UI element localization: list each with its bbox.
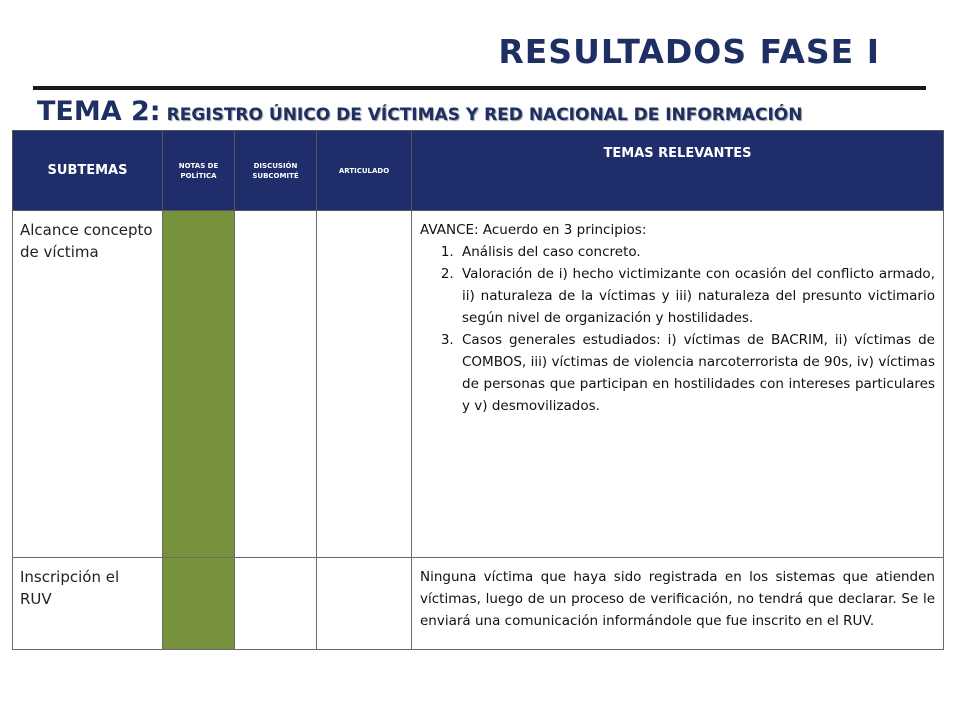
list-item: 1. Análisis del caso concreto. (458, 241, 935, 263)
results-table (12, 130, 944, 650)
list-item: 3. Casos generales estudiados: i) víctimas de BACRIM, ii) víctimas de COMBOS, iii) víctimas de violencia narcoterrorista de 90s, iv) víctimas de personas que participan en hostilidades con intereses particulares y v) desmovilizados. (458, 329, 935, 417)
notas-status-cell (163, 558, 235, 650)
topic-title: REGISTRO ÚNICO DE VÍCTIMAS Y RED NACIONAL DE INFORMACIÓN (166, 105, 803, 125)
principles-list (420, 241, 935, 417)
table-header-row (13, 131, 944, 211)
notas-status-cell (163, 211, 235, 558)
subtema-cell: Inscripción el RUV (13, 558, 163, 650)
header-discusion-subcomite: DISCUSIÓN SUBCOMITÉ (235, 131, 317, 211)
table-row (13, 211, 944, 558)
articulado-cell (317, 211, 412, 558)
title-divider (33, 86, 926, 90)
header-temas-relevantes: TEMAS RELEVANTES (412, 131, 944, 211)
header-subtemas: SUBTEMAS (13, 131, 163, 211)
discusion-cell (235, 211, 317, 558)
temas-relevantes-cell: Ninguna víctima que haya sido registrada en los sistemas que atienden víctimas, luego de un proceso de verificación, no tendrá que declarar. Se le enviará una comunicación informándole que fue inscrito en el RUV. (412, 558, 944, 650)
discusion-cell (235, 558, 317, 650)
subtema-cell: Alcance concepto de víctima (13, 211, 163, 558)
topic-label: TEMA 2: (37, 96, 161, 127)
table-row (13, 558, 944, 650)
avance-intro: AVANCE: Acuerdo en 3 principios: (420, 222, 647, 238)
list-item: 2. Valoración de i) hecho victimizante con ocasión del conflicto armado, ii) naturaleza de la víctimas y iii) naturaleza del presunto victimario según nivel de organización y hostilidades. (458, 263, 935, 329)
header-notas-politica: NOTAS DE POLÍTICA (163, 131, 235, 211)
topic-heading (37, 96, 803, 127)
page-title: RESULTADOS FASE I (498, 32, 880, 71)
articulado-cell (317, 558, 412, 650)
temas-relevantes-cell (412, 211, 944, 558)
header-articulado: ARTICULADO (317, 131, 412, 211)
